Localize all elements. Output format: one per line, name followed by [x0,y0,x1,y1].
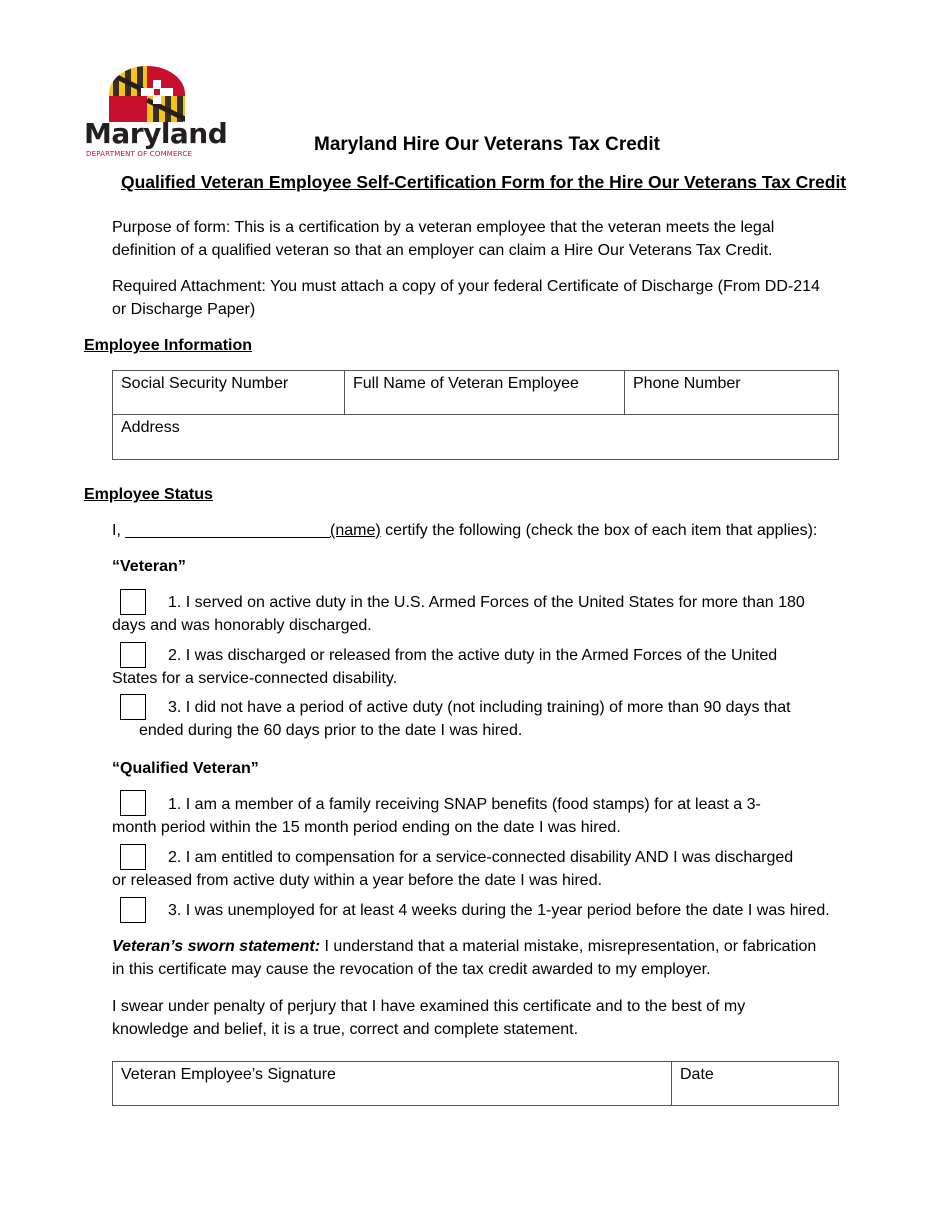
sworn-statement [112,935,816,981]
attachment-line-2: or Discharge Paper) [112,301,256,318]
veteran-item-2-line-1: 2. I was discharged or released from the active duty in the Armed Forces of the United [168,647,778,664]
veteran-item-3-line-1: 3. I did not have a period of active duty (not including training) of more than 90 days that [168,699,791,716]
oath-line-1: I swear under penalty of perjury that I have examined this certificate and to the best of my [112,998,746,1015]
veteran-item-2 [112,644,777,690]
veteran-item-2-line-2: States for a service-connected disability. [112,670,398,687]
employee-information-heading: Employee Information [84,337,253,354]
attachment-line-1: Required Attachment: You must attach a copy of your federal Certificate of Discharge (From DD-214 [112,278,820,295]
signature-table [112,1061,839,1106]
signature-field[interactable] [113,1062,672,1106]
sworn-statement-line-2: in this certificate may cause the revocation of the tax credit awarded to my employer. [112,961,711,978]
ssn-field[interactable] [113,371,345,415]
veteran-item-1-line-2: days and was honorably discharged. [112,617,372,634]
veteran-item-1 [112,591,805,637]
attachment-paragraph [112,275,820,321]
date-label: Date [680,1066,714,1083]
qualified-veteran-item-1-line-2: month period within the 15 month period ending on the date I was hired. [112,819,621,836]
oath-paragraph [112,995,745,1041]
address-label: Address [121,419,180,436]
oath-line-2: knowledge and belief, it is a true, correct and complete statement. [112,1021,579,1038]
logo-wordmark: Maryland [84,117,228,150]
employee-information-table [112,370,839,460]
logo-subtext: DEPARTMENT OF COMMERCE [86,150,193,158]
full-name-label: Full Name of Veteran Employee [353,375,579,392]
page-title: Maryland Hire Our Veterans Tax Credit [314,134,660,155]
date-field[interactable] [672,1062,839,1106]
veteran-item-3-line-2: ended during the 60 days prior to the date I was hired. [139,722,523,739]
veteran-item-1-line-1: 1. I served on active duty in the U.S. Armed Forces of the United States for more than 180 [168,594,805,611]
purpose-line-2: definition of a qualified veteran so that an employer can claim a Hire Our Veterans Tax Credit. [112,242,773,259]
qualified-veteran-item-3-line-1: 3. I was unemployed for at least 4 weeks during the 1-year period before the date I was hired. [168,902,830,919]
qualified-veteran-heading: “Qualified Veteran” [112,760,259,777]
phone-field[interactable] [625,371,839,415]
sworn-statement-label: Veteran’s sworn statement: [112,938,321,955]
qualified-veteran-item-1-line-1: 1. I am a member of a family receiving SNAP benefits (food stamps) for at least a 3- [168,796,761,813]
qualified-veteran-item-2-line-2: or released from active duty within a year before the date I was hired. [112,872,603,889]
purpose-paragraph [112,216,774,262]
full-name-field[interactable] [345,371,625,415]
address-field[interactable] [113,415,839,460]
qualified-veteran-item-2 [112,846,793,892]
employee-status-heading: Employee Status [84,486,213,503]
certify-prefix: I, _______________________ [112,522,330,539]
veteran-item-3 [112,696,791,742]
certify-line [112,519,817,542]
sworn-statement-line-1: I understand that a material mistake, misrepresentation, or fabrication [320,938,817,955]
form-subtitle: Qualified Veteran Employee Self-Certification Form for the Hire Our Veterans Tax Credit [121,172,847,192]
signature-label: Veteran Employee’s Signature [121,1066,336,1083]
maryland-flag-icon [107,66,187,122]
certify-suffix: certify the following (check the box of each item that applies): [380,522,818,539]
qualified-veteran-item-1 [112,793,761,839]
phone-label: Phone Number [633,375,741,392]
purpose-line-1: Purpose of form: This is a certification by a veteran employee that the veteran meets the legal [112,219,775,236]
qualified-veteran-item-3 [112,899,830,922]
qualified-veteran-item-2-line-1: 2. I am entitled to compensation for a service-connected disability AND I was discharged [168,849,794,866]
certify-name-label: (name) [330,522,381,539]
maryland-commerce-logo [84,66,228,160]
ssn-label: Social Security Number [121,375,289,392]
veteran-heading: “Veteran” [112,558,186,575]
